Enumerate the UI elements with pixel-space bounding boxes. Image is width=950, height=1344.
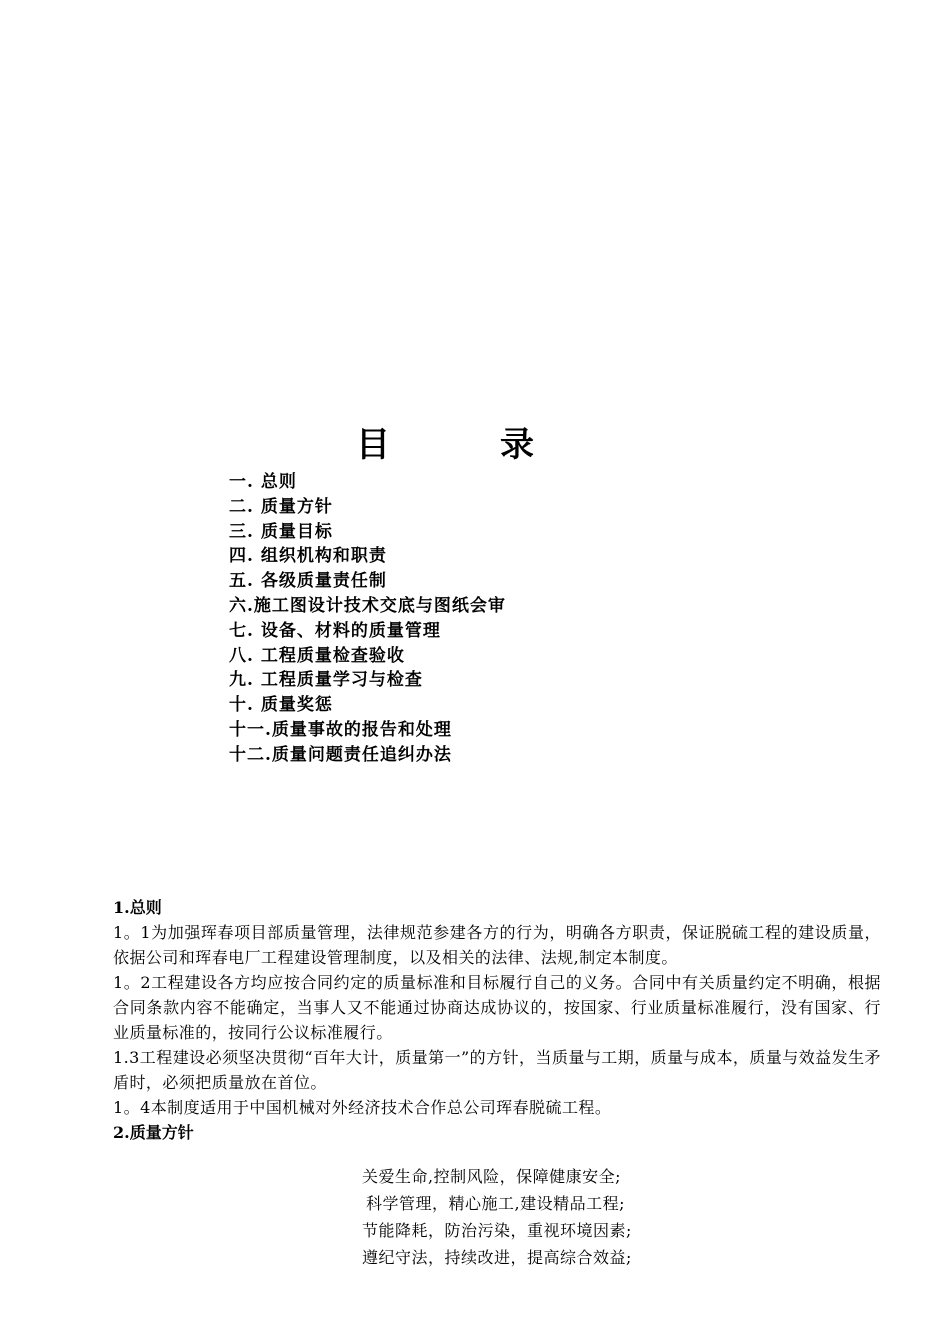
toc-item: 八. 工程质量检查验收 (229, 645, 405, 666)
toc-item: 九. 工程质量学习与检查 (229, 670, 423, 691)
toc-item: 十. 质量奖惩 (229, 695, 333, 716)
toc-item: 三. 质量目标 (229, 521, 333, 542)
toc-item: 二. 质量方针 (229, 496, 333, 517)
policy-line: 关爱生命,控制风险，保障健康安全; (362, 1167, 621, 1186)
policy-line: 科学管理，精心施工,建设精品工程; (366, 1194, 625, 1213)
section-1-heading: 1.总则 (113, 898, 162, 917)
toc-title (0, 422, 950, 468)
toc-item: 十二.质量问题责任追纠办法 (229, 744, 452, 765)
policy-line: 遵纪守法，持续改进，提高综合效益; (362, 1248, 632, 1267)
body-text (113, 895, 881, 1145)
quality-policy-list (362, 1163, 632, 1271)
toc-item: 五. 各级质量责任制 (229, 571, 387, 592)
policy-line: 节能降耗，防治污染，重视环境因素; (362, 1221, 632, 1240)
section-2-heading: 2.质量方针 (113, 1123, 194, 1142)
toc-title-char-2: 录 (500, 425, 644, 465)
paragraph-1-3: 1.3工程建设必须坚决贯彻“百年大计，质量第一”的方针，当质量与工期，质量与成本，质量与效益发生矛盾时，必须把质量放在首位。 (113, 1048, 881, 1092)
toc-item: 六.施工图设计技术交底与图纸会审 (229, 595, 506, 616)
toc-item: 一. 总则 (229, 472, 297, 492)
toc-title-char-1: 目 (356, 425, 500, 465)
toc-item: 十一.质量事故的报告和处理 (229, 719, 452, 740)
toc-item: 七. 设备、材料的质量管理 (229, 620, 441, 641)
paragraph-1-2: 1。2工程建设各方均应按合同约定的质量标准和目标履行自己的义务。合同中有关质量约定不明确，根据合同条款内容不能确定，当事人又不能通过协商达成协议的，按国家、行业质量标准履行，没有国家、行业质量标准的，按同行公议标准履行。 (113, 973, 881, 1042)
paragraph-1-4: 1。4本制度适用于中国机械对外经济技术合作总公司珲春脱硫工程。 (113, 1098, 612, 1117)
toc-list (229, 470, 506, 768)
toc-item: 四. 组织机构和职责 (229, 546, 387, 567)
paragraph-1-1: 1。1为加强珲春项目部质量管理，法律规范参建各方的行为，明确各方职责，保证脱硫工程的建设质量，依据公司和珲春电厂工程建设管理制度，以及相关的法律、法规,制定本制度。 (113, 923, 881, 967)
